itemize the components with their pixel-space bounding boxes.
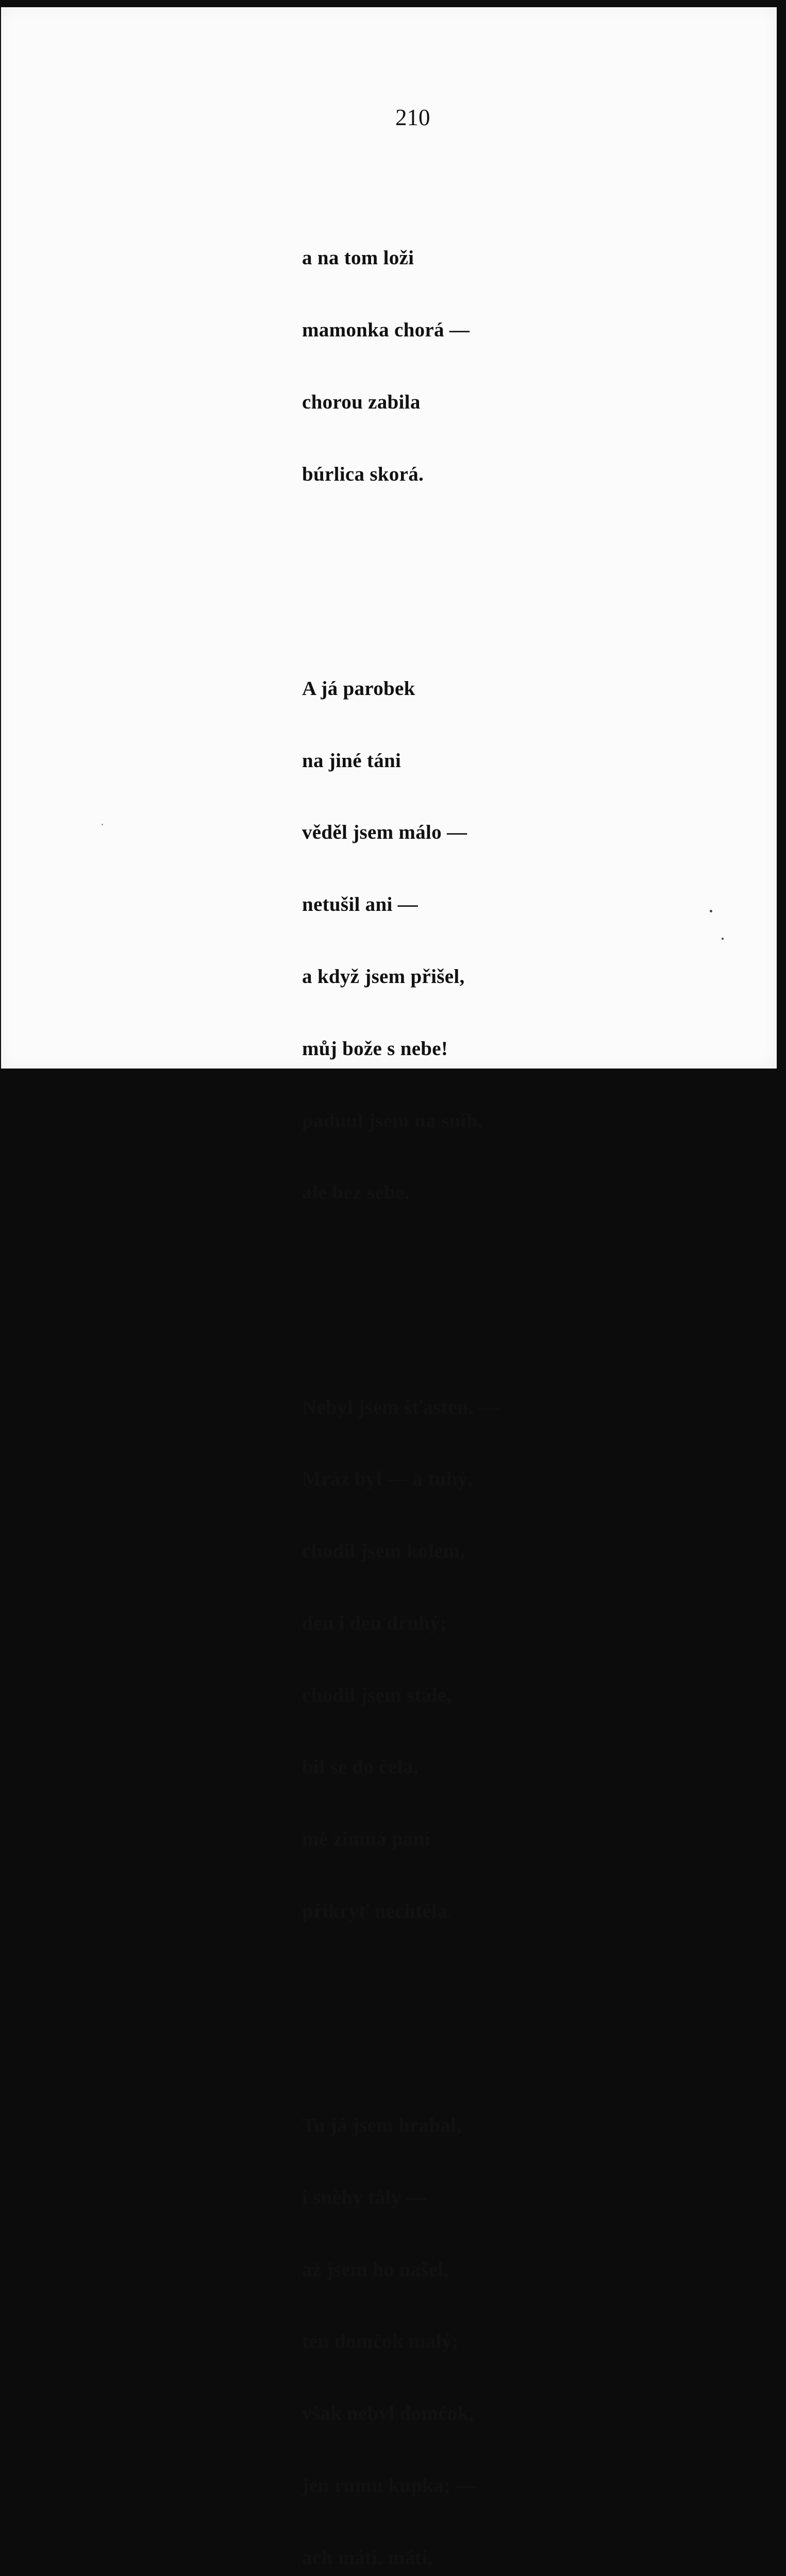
- poem-line: Tu já jsem hrabal,: [302, 2114, 462, 2137]
- poem-line: i sněhy tály —: [302, 2186, 427, 2209]
- poem-line: ale bez sebe.: [302, 1181, 410, 1204]
- stanza-2: [302, 629, 499, 1253]
- poem-line: chorou zabila: [302, 391, 421, 413]
- stanza-1: [302, 198, 499, 534]
- poem-line: můj bože s nebe!: [302, 1037, 448, 1060]
- stanza-4: [302, 2066, 499, 2576]
- poem-line: ach máti, máti,: [302, 2546, 433, 2569]
- poem-line: Nebyl jsem šťasten. —: [302, 1396, 499, 1418]
- poem-line: však nebyl domčok,: [302, 2402, 474, 2425]
- poem-line: padnul jsem na sníh,: [302, 1109, 483, 1132]
- stanza-3: [302, 1347, 499, 1971]
- poem-line: jen rumu kupka; —: [302, 2475, 476, 2497]
- book-page: [1, 7, 777, 2569]
- poem-line: mamonka chorá —: [302, 319, 470, 342]
- poem-line: búrlica skorá.: [302, 463, 424, 485]
- poem-line: A já parobek: [302, 677, 415, 700]
- poem: [302, 150, 499, 2576]
- poem-line: den i den druhý;: [302, 1612, 447, 1634]
- poem-line: chodil jsem kolem,: [302, 1540, 465, 1563]
- poem-line: Mráz byl — a tuhý,: [302, 1468, 473, 1490]
- scan-speck: [102, 824, 103, 825]
- poem-line: až jsem ho našel,: [302, 2258, 449, 2281]
- scan-speck: [710, 910, 712, 912]
- poem-line: přikryť nechtěla.: [302, 1900, 453, 1922]
- poem-line: chodil jsem stále,: [302, 1684, 452, 1706]
- poem-line: netušil ani —: [302, 893, 418, 916]
- poem-line: ten domčok malý;: [302, 2330, 459, 2353]
- poem-line: bil se do čela,: [302, 1756, 419, 1778]
- poem-line: mě zimná paní: [302, 1828, 430, 1851]
- poem-line: věděl jsem málo —: [302, 821, 467, 844]
- poem-line: na jiné táni: [302, 749, 402, 772]
- poem-line: a když jsem přišel,: [302, 965, 465, 988]
- poem-line: a na tom loži: [302, 247, 414, 269]
- page-number: 210: [395, 105, 430, 130]
- scan-speck: [722, 938, 724, 940]
